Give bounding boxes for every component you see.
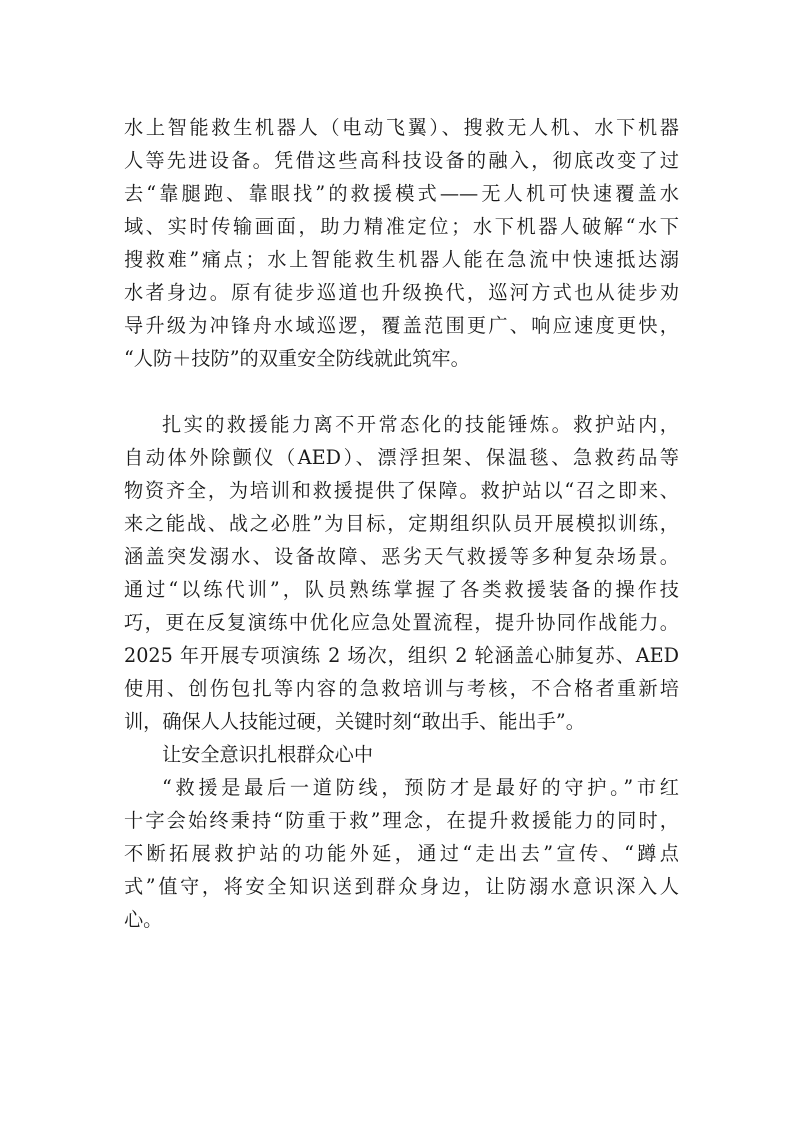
text-line: 导升级为冲锋舟水域巡逻，覆盖范围更广、响应速度更快， <box>124 314 679 337</box>
text-line: 去“靠腿跑、靠眼找”的救援模式——无人机可快速覆盖水 <box>124 182 679 205</box>
text-line: 式”值守，将安全知识送到群众身边，让防溺水意识深入人 <box>124 875 679 898</box>
text-line: 使用、创伤包扎等内容的急救培训与考核，不合格者重新培 <box>124 677 679 700</box>
text-line: “救援是最后一道防线，预防才是最好的守护。”市红 <box>162 776 679 799</box>
text-line: 水上智能救生机器人（电动飞翼）、搜救无人机、水下机器 <box>124 116 679 139</box>
text-line: 通过“以练代训”，队员熟练掌握了各类救援装备的操作技 <box>124 578 679 601</box>
text-line: 自动体外除颤仪（AED）、漂浮担架、保温毯、急救药品等 <box>124 446 679 469</box>
text-line: 域、实时传输画面，助力精准定位；水下机器人破解“水下 <box>124 215 679 238</box>
text-line: 搜救难”痛点；水上智能救生机器人能在急流中快速抵达溺 <box>124 248 679 271</box>
section-subheading: 让安全意识扎根群众心中 <box>162 743 374 766</box>
text-line: 扎实的救援能力离不开常态化的技能锤炼。救护站内， <box>162 413 679 436</box>
text-line: 人等先进设备。凭借这些高科技设备的融入，彻底改变了过 <box>124 149 679 172</box>
text-line: 训，确保人人技能过硬，关键时刻“敢出手、能出手”。 <box>124 710 585 733</box>
text-line: 来之能战、战之必胜”为目标，定期组织队员开展模拟训练， <box>124 512 679 535</box>
text-line: 不断拓展救护站的功能外延，通过“走出去”宣传、“蹲点 <box>124 842 679 865</box>
text-line: 涵盖突发溺水、设备故障、恶劣天气救援等多种复杂场景。 <box>124 545 679 568</box>
text-line: 物资齐全，为培训和救援提供了保障。救护站以“召之即来、 <box>124 479 679 502</box>
text-line: 水者身边。原有徒步巡道也升级换代，巡河方式也从徒步劝 <box>124 281 679 304</box>
text-line: 十字会始终秉持“防重于救”理念，在提升救援能力的同时， <box>124 809 679 832</box>
text-line: 2025 年开展专项演练 2 场次，组织 2 轮涵盖心肺复苏、AED <box>124 644 679 667</box>
text-line: 心。 <box>124 908 163 931</box>
text-line: “人防＋技防”的双重安全防线就此筑牢。 <box>124 347 470 370</box>
text-line: 巧，更在反复演练中优化应急处置流程，提升协同作战能力。 <box>124 611 679 634</box>
